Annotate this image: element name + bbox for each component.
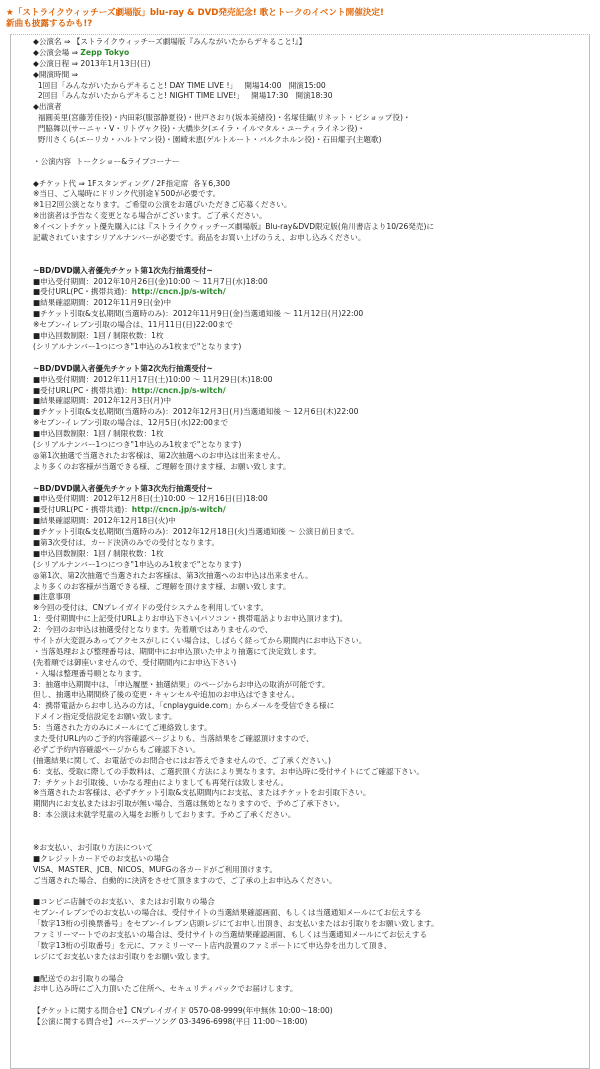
blank-line [33,146,589,157]
content-line: 7：チケットお引取後、いかなる理由によりましても再発行は致しません。 [33,777,289,787]
reception-url-link[interactable]: http://cncn.jp/s-witch/ [131,287,226,297]
content-line: 期間内にお支払またはお引取が無い場合、当選は無効となりますので、予めご了承下さい。 [33,799,345,809]
venue-line [33,48,589,59]
info-line: 門脇舞以(サーニャ・V・リトヴャク役)・大橋歩夕(エイラ・イルマタル・ユーティライネン役)・ [33,124,365,134]
info-line: 福圓美里(宮藤芳佳役)・内田彩(服部静夏役)・世戸さおり(坂本美緒役)・名塚佳織(リネット・ビショップ役)・ [33,113,411,123]
content-line: (シリアルナンバー1つにつき"1申込のみ1枚まで"となります) [33,559,242,569]
url-label: ■受付URL(PC・携帯共通)： [33,505,132,515]
content-line [33,287,589,298]
content-line: ※出演者は予告なく変更となる場合がございます。ご了承ください。 [33,211,267,221]
content-line: ■チケット引取&支払期間(当選時のみ)：2012年12月18日(火)当選通知後 ～ 公演日前日まで。 [33,527,359,537]
content-line: ご当選された場合、自動的に決済をさせて頂きますので、ご了承の上お申込みください。 [33,875,337,885]
headline-line-1: ★「ストライクウィッチーズ劇場版」blu-ray & DVD発売記念! 歌とトークのイベント開催決定! [6,8,384,18]
content-line: ■注意事項 [33,592,71,602]
content-line: また受付URL内のご予約内容確認ページよりも、当落結果をご確認頂けますので、 [33,734,314,743]
info-line: ◆出演者 [33,102,62,112]
info-line: ◆開演時間 ⇒ [33,69,78,79]
info-line: 野川さくら(エーリカ・ハルトマン役)・園崎未恵(ゲルトルート・バルクホルン役)・石田燿子(主題歌) [33,135,382,145]
content-line: ※今回の受付は、CNプレイガイドの受付システムを利用しています。 [33,603,269,613]
content-line: ■申込回数制限：1回 / 制限枚数：1枚 [33,429,164,439]
venue-label: ◆公演会場 ⇒ [33,47,81,57]
content-line: 4：携帯電話からお申し込みの方は、「cnplayguide.com」からメールを受信できる様に [33,701,335,711]
blank-line [33,821,589,832]
blank-line [33,886,589,897]
content-line: ◎第1次、第2次抽選で当選されたお客様は、第3次抽選へのお申込は出来ません。 [33,570,313,580]
headline [6,8,526,30]
content-line: ~BD/DVD購入者優先チケット第3次先行抽選受付~ [33,483,213,493]
blank-line [33,473,589,484]
content-line: 但し、抽選申込期間終了後の変更・キャンセルや追加のお申込はできません。 [33,690,300,700]
content-line: 【公演に関する問合せ】バースデーソング 03-3496-6998(平日 11:00～18:00) [33,1017,308,1027]
content-line: より多くのお客様が当選できる様、ご理解を頂けます様、お願い致します。 [33,581,291,591]
content-line [33,386,589,397]
content-line: (先着順では御座いませんので、受付期間内にお申込下さい) [33,657,237,667]
content-line: ドメイン指定受信設定をお願い致します。 [33,712,177,722]
content-line: サイトが大変混みあってアクセスがしにくい場合は、しばらく経ってから期間内にお申込下さい。 [33,635,367,645]
content-line: 8：本公演は未就学児童の入場をお断りしております。予めご了承ください。 [33,810,296,820]
content-line: レジにてお支払いまたはお引取りをお願い致します。 [33,951,215,961]
blank-line [33,963,589,974]
content-line: ファミリーマートでのお支払いの場合は、受付サイトの当選結果確認画面、もしくは当選通知メールにてお伝えする [33,930,428,940]
content-line: ■第3次受付は、カード決済のみでの受付となります。 [33,537,220,547]
content-line: ■結果確認期間：2012年11月9日(金)中 [33,298,172,308]
content-line: ※イベントチケット優先購入には『ストライクウィッチーズ劇場版』Blu-ray&DVD限定版(角川書店より10/26発売)に [33,222,435,232]
content-line: ・入場は整理番号順となります。 [33,668,147,678]
content-line: 必ずご予約内容確認ページからもご確認下さい。 [33,744,200,754]
content-line: 記載されていますシリアルナンバーが必要です。商品をお買い上げのうえ、お申し込みください。 [33,233,366,243]
content-line: セブン-イレブンでのお支払いの場合は、受付サイトの当選結果確認画面、もしくは当選通知メールにてお伝えする [33,908,422,918]
content-line: ※1日2回公演となります。ご希望の公演をお選びいただきご応募ください。 [33,200,292,210]
content-line: ■配送でのお引取りの場合 [33,973,124,983]
content-line: ■申込回数制限：1回 / 制限枚数：1枚 [33,548,164,558]
content-line: ※お支払い、お引取り方法について [33,842,154,852]
content-line: 「数字13桁の引換票番号」をセブン-イレブン店頭レジにてお申し出頂き、お支払いまたはお引取りをお願い致します。 [33,919,439,929]
content-line: ■クレジットカードでのお支払いの場合 [33,853,169,863]
info-line: ◆公演名 ⇒ 【ストライクウィッチーズ劇場版『みんながいたからデキること!』】 [33,37,307,46]
info-line: ◆公演日程 ⇒ 2013年1月13日(日) [33,58,151,68]
content-line: VISA、MASTER、JCB、NICOS、MUFGの各カードがご利用頂けます。 [33,864,278,874]
blank-line [33,255,589,266]
content-line: ※セブン-イレブン引取の場合は、12月5日(水)22:00まで [33,418,229,428]
blank-line [33,168,589,179]
content-line: (抽選結果に関して、お電話でのお問合せにはお答えできませんので、ご了承ください。) [33,755,331,765]
content-line: ■結果確認期間：2012年12月3日(月)中 [33,396,172,406]
blank-line [33,353,589,364]
content-line: 「数字13桁の引取番号」を元に、ファミリーマート店内設置のファミポートにて申込券を出力して頂き、 [33,940,392,950]
info-line: 2回目「みんながいたからデキること! NIGHT TIME LIVE!」 開場17:30 開演18:30 [33,91,333,101]
content-line: ■チケット引取&支払期間(当選時のみ)：2012年11月9日(金)当選通知後 ～ 11月12日(月)22:00 [33,309,364,319]
content-line: 2：今回のお申込は抽選受付となります。先着順ではありませんので、 [33,625,273,635]
content-line: ※セブン-イレブン引取の場合は、11月11日(日)22:00まで [33,320,233,330]
blank-line [33,995,589,1006]
content-line: ・公演内容 トークショー&ライブコーナー [33,156,180,166]
content-line: ■申込受付期間：2012年11月17日(土)10:00 ～ 11月29日(木)18:00 [33,374,273,384]
content-body [33,146,589,1028]
content-line: 3：抽選申込期間中は、「申込履歴・抽選結果」のページからお申込の取消が可能です。 [33,679,330,689]
content-line: 【チケットに関する問合せ】CNプレイガイド 0570-08-9999(年中無休 10:00～18:00) [33,1006,333,1016]
url-label: ■受付URL(PC・携帯共通)： [33,287,132,297]
content-line: ■申込受付期間：2012年12月8日(土)10:00 ～ 12月16日(日)18:00 [33,494,268,504]
content-line: ■コンビニ店舗でのお支払い、またはお引取りの場合 [33,897,215,907]
content-line: ◆チケット代 ⇒ 1Fスタンディング / 2F指定席 各￥6,300 [33,178,231,188]
content-line: お申し込み時にご入力頂いたご住所へ、セキュリティパックでお届けします。 [33,984,298,994]
content-line: ■申込受付期間：2012年10月26日(金)10:00 ～ 11月7日(水)18:00 [33,276,268,286]
content-line: 6：支払、受取に際しての手数料は、ご選択頂く方法により異なります。お申込時に受付サイトにてご確認下さい。 [33,766,424,776]
headline-line-2: 新曲も披露するかも!? [6,19,93,29]
blank-line [33,244,589,255]
content-line: ■結果確認期間：2012年12月18日(火)中 [33,516,176,526]
url-label: ■受付URL(PC・携帯共通)： [33,385,132,395]
content-line [33,505,589,516]
content-line: ■チケット引取&支払期間(当選時のみ)：2012年12月3日(月)当選通知後 ～ 12月6日(木)22:00 [33,407,359,417]
content-line: 5：当選された方のみにメールにてご連絡致します。 [33,723,212,733]
reception-url-link[interactable]: http://cncn.jp/s-witch/ [131,505,226,515]
info-line: 1回目「みんながいたからデキること! DAY TIME LIVE !」 開場14:00 開演15:00 [33,80,326,90]
content-line: (シリアルナンバー1つにつき"1申込のみ1枚まで"となります) [33,341,242,351]
content-line: 1：受付期間中に上記受付URLよりお申込下さい(パソコン・携帯電話よりお申込頂けます)。 [33,614,348,624]
content-line: ■申込回数制限：1回 / 制限枚数：1枚 [33,331,164,341]
content-line: ~BD/DVD購入者優先チケット第1次先行抽選受付~ [33,265,213,275]
content-line: ~BD/DVD購入者優先チケット第2次先行抽選受付~ [33,363,213,373]
event-details-box [10,34,590,1069]
content-line: ◎第1次抽選で当選されたお客様は、第2次抽選へのお申込は出来ません。 [33,450,286,460]
reception-url-link[interactable]: http://cncn.jp/s-witch/ [131,385,226,395]
content-line: ※当選されたお客様は、必ずチケット引取&支払期間内にお支払、またはチケットをお引取下さい。 [33,788,371,798]
content-line: より多くのお客様が当選できる様、ご理解を頂けます様、お願い致します。 [33,461,291,471]
content-line: (シリアルナンバー1つにつき"1申込のみ1枚まで"となります) [33,439,242,449]
content-line: ・当落処理および整理番号は、期間中にお申込頂いた中より抽選にて決定致します。 [33,646,321,656]
content-line: ※当日、ご入場時にドリンク代別途￥500が必要です。 [33,189,221,199]
blank-line [33,832,589,843]
venue-link[interactable]: Zepp Tokyo [80,47,130,57]
